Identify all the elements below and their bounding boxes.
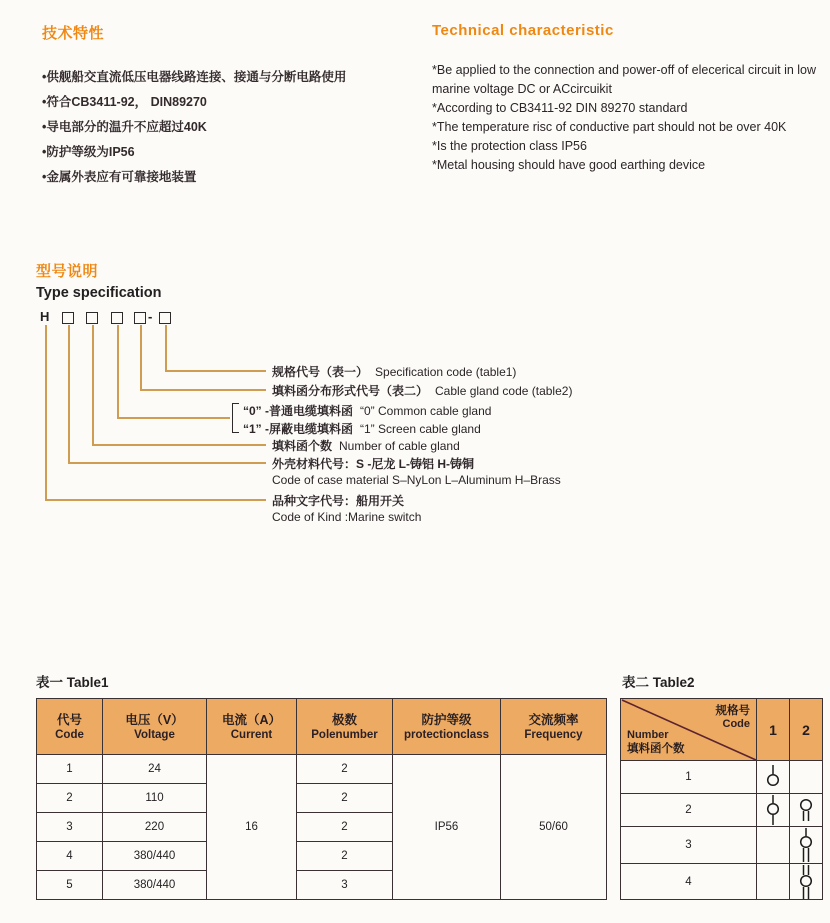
cell-current-merged: 16 — [207, 755, 297, 900]
spec-row-gland-number — [272, 437, 460, 454]
gland-symbol-cell — [757, 864, 790, 900]
spec-row-gland-code — [272, 382, 572, 399]
table1-header-frequency: 交流频率 Frequency — [501, 699, 607, 755]
gland-symbol-cell — [790, 864, 823, 900]
cell-protection-merged: IP56 — [393, 755, 501, 900]
tech-bullet-zh: •防护等级为IP56 — [42, 145, 135, 159]
table2-gland-codes — [620, 698, 823, 900]
tech-bullet-en: *Is the protection class IP56 — [432, 139, 587, 153]
spec-label-en: Code of case material S–NyLon L–Aluminum H–Brass — [272, 473, 561, 487]
table1-header-current: 电流（A） Current — [207, 699, 297, 755]
table-row — [621, 794, 823, 827]
cell-gland-number: 4 — [621, 864, 757, 900]
cell-gland-number: 3 — [621, 827, 757, 864]
connector-line — [117, 417, 230, 419]
spec-label-en: Cable gland code (table2) — [435, 384, 573, 398]
cell-gland-number: 1 — [621, 761, 757, 794]
spec-row-common-gland — [243, 402, 491, 419]
connector-line — [68, 462, 266, 464]
cell-poles: 2 — [297, 784, 393, 813]
cell-voltage: 110 — [103, 784, 207, 813]
spec-label-en: “0” Common cable gland — [360, 404, 492, 418]
gland-symbol-cell — [790, 794, 823, 827]
connector-line — [165, 370, 266, 372]
gland-symbol-cell — [757, 827, 790, 864]
spec-label-en: Code of Kind :Marine switch — [272, 510, 422, 524]
spec-label-zh: 填料函分布形式代号（表二） — [272, 384, 429, 398]
table2-label: 表二 Table2 — [622, 675, 695, 690]
spec-label-zh: 规格代号（表一） — [272, 365, 369, 379]
connector-line — [45, 499, 266, 501]
model-prefix-letter: H — [40, 309, 50, 324]
cell-poles: 3 — [297, 871, 393, 900]
connector-line — [165, 325, 167, 371]
spec-label-en: “1” Screen cable gland — [360, 422, 481, 436]
model-code-box — [86, 312, 98, 324]
cell-frequency-merged: 50/60 — [501, 755, 607, 900]
spec-label-zh: “1” -屏蔽电缆填料函 — [243, 422, 354, 436]
tech-bullet-zh: •导电部分的温升不应超过40K — [42, 120, 207, 134]
tech-bullet-en: *According to CB3411-92 DIN 89270 standard — [432, 101, 688, 115]
spec-row-specification-code — [272, 363, 516, 380]
corner-bottom-label: Number 填料函个数 — [627, 729, 685, 755]
table2-corner-cell — [621, 699, 757, 761]
spec-row-kind-code-zh — [272, 492, 411, 509]
spec-row-kind-code-en — [272, 510, 421, 524]
tech-bullet-list-en — [432, 61, 828, 175]
cell-poles: 2 — [297, 755, 393, 784]
spec-label-en: Specification code (table1) — [375, 365, 517, 379]
connector-line — [45, 325, 47, 500]
table-row — [621, 864, 823, 900]
corner-top-label: 规格号 Code — [715, 705, 750, 730]
cell-code: 3 — [37, 813, 103, 842]
tech-bullet-en: *The temperature risc of conductive part should not be over 40K — [432, 120, 787, 134]
option-bracket — [232, 403, 239, 433]
type-spec-title-en: Type specification — [36, 285, 162, 301]
tech-characteristics-en — [432, 22, 828, 175]
cell-poles: 2 — [297, 813, 393, 842]
table1-header-protection: 防护等级 protectionclass — [393, 699, 501, 755]
section-title-zh: 技术特性 — [42, 25, 105, 42]
model-code-dash: - — [148, 309, 153, 324]
connector-line — [92, 444, 266, 446]
spec-label-zh: “0” -普通电缆填料函 — [243, 404, 354, 418]
spec-row-case-material-zh — [272, 455, 481, 472]
spec-row-screen-gland — [243, 420, 481, 437]
connector-line — [117, 325, 119, 418]
table-row — [621, 827, 823, 864]
cell-voltage: 220 — [103, 813, 207, 842]
spec-label-zh: 外壳材料代号：S -尼龙 L-铸铝 H-铸铜 — [272, 457, 474, 471]
table1-label: 表一 Table1 — [36, 675, 109, 690]
cell-code: 2 — [37, 784, 103, 813]
table-row — [621, 761, 823, 794]
spec-label-en: Number of cable gland — [339, 439, 460, 453]
table1-specifications — [36, 698, 607, 900]
model-code-box — [159, 312, 171, 324]
connector-line — [140, 389, 266, 391]
section-title-en: Technical characteristic — [432, 22, 614, 39]
cell-code: 1 — [37, 755, 103, 784]
spec-row-case-material-en — [272, 473, 561, 487]
cell-voltage: 380/440 — [103, 871, 207, 900]
cell-poles: 2 — [297, 842, 393, 871]
gland-symbol-cell — [790, 827, 823, 864]
tech-bullet-zh: •符合CB3411-92， DIN89270 — [42, 95, 207, 109]
cell-voltage: 24 — [103, 755, 207, 784]
cell-gland-number: 2 — [621, 794, 757, 827]
connector-line — [68, 325, 70, 463]
tech-bullet-zh: •供舰船交直流低压电器线路连接、接通与分断电路使用 — [42, 70, 347, 84]
tech-bullet-list-zh — [42, 65, 422, 190]
tech-bullet-en: *Metal housing should have good earthing device — [432, 158, 706, 172]
model-code-box — [134, 312, 146, 324]
table2-col-header-1: 1 — [757, 699, 790, 761]
tech-bullet-en: *Be applied to the connection and power-off of elecerical circuit in low marine voltage DC or ACcircuikit — [432, 63, 817, 96]
type-spec-title-zh: 型号说明 — [36, 263, 99, 280]
connector-line — [140, 325, 142, 390]
tech-characteristics-zh — [42, 22, 422, 190]
spec-label-zh: 品种文字代号：船用开关 — [272, 494, 405, 508]
table2-col-header-2: 2 — [790, 699, 823, 761]
cell-code: 5 — [37, 871, 103, 900]
tech-bullet-zh: •金属外表应有可靠接地装置 — [42, 170, 197, 184]
table1-header-polenumber: 极数 Polenumber — [297, 699, 393, 755]
cell-code: 4 — [37, 842, 103, 871]
cell-voltage: 380/440 — [103, 842, 207, 871]
table1-header-voltage: 电压（V） Voltage — [103, 699, 207, 755]
gland-symbol-cell — [757, 761, 790, 794]
gland-symbol-cell — [790, 761, 823, 794]
model-code-box — [111, 312, 123, 324]
model-code-box — [62, 312, 74, 324]
gland-symbol-cell — [757, 794, 790, 827]
table-row — [37, 755, 607, 784]
table1-header-code: 代号 Code — [37, 699, 103, 755]
spec-label-zh: 填料函个数 — [272, 439, 333, 453]
connector-line — [92, 325, 94, 445]
